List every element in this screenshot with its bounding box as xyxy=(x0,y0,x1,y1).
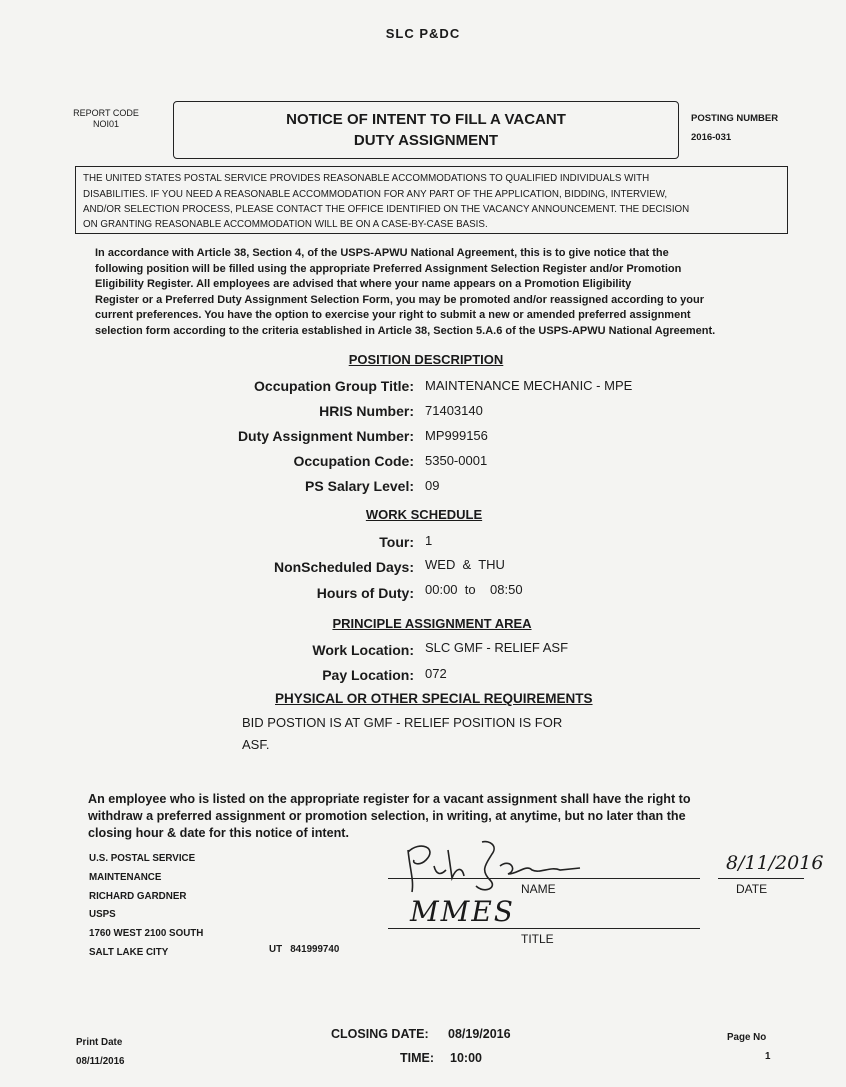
intro-line-6: selection form according to the criteria established in Article 38, Section 5.A.6 of the USPS-APWU National Agreement. xyxy=(95,324,716,337)
tour-label: Tour: xyxy=(379,534,414,550)
address-line-6: SALT LAKE CITY xyxy=(89,946,169,958)
address-line-3: RICHARD GARDNER xyxy=(89,890,187,902)
position-description-heading: POSITION DESCRIPTION xyxy=(348,352,504,367)
work-location-label: Work Location: xyxy=(312,642,414,658)
handwritten-title: MMES xyxy=(410,895,515,928)
name-label: NAME xyxy=(521,882,556,896)
title-line xyxy=(388,928,700,929)
pay-location-value: 072 xyxy=(425,666,447,681)
posting-number-value: 2016-031 xyxy=(691,132,732,143)
print-date-value: 08/11/2016 xyxy=(76,1056,125,1067)
page-number-value: 1 xyxy=(765,1051,771,1062)
withdraw-line-2: withdraw a preferred assignment or promotion selection, in writing, at anytime, but no later than the xyxy=(88,809,686,823)
report-code-label: REPORT CODE xyxy=(73,108,139,118)
intro-line-1: In accordance with Article 38, Section 4, of the USPS-APWU National Agreement, this is to give notice that the xyxy=(95,247,669,259)
requirements-heading: PHYSICAL OR OTHER SPECIAL REQUIREMENTS xyxy=(275,691,593,706)
address-line-2: MAINTENANCE xyxy=(89,871,162,883)
work-location-value: SLC GMF - RELIEF ASF xyxy=(425,640,569,655)
requirements-line-1: BID POSTION IS AT GMF - RELIEF POSITION IS FOR xyxy=(242,715,563,730)
work-schedule-heading: WORK SCHEDULE xyxy=(365,507,483,522)
facility-header: SLC P&DC xyxy=(385,26,461,41)
time-label: TIME: xyxy=(400,1051,435,1065)
assignment-area-heading: PRINCIPLE ASSIGNMENT AREA xyxy=(332,616,532,631)
closing-date-value: 08/19/2016 xyxy=(448,1027,511,1041)
pay-location-label: Pay Location: xyxy=(322,667,414,683)
title-line-2: DUTY ASSIGNMENT xyxy=(353,132,499,149)
accommodation-notice xyxy=(75,166,788,234)
withdraw-paragraph xyxy=(88,791,691,842)
intro-line-2: following position will be filled using the appropriate Preferred Assignment Selection Register and/or Promotion xyxy=(95,262,682,275)
withdraw-line-1: An employee who is listed on the appropriate register for a vacant assignment shall have the right to xyxy=(88,792,691,806)
page-number-label: Page No xyxy=(727,1032,767,1043)
tour-value: 1 xyxy=(425,533,433,548)
occupation-code-value: 5350-0001 xyxy=(425,453,488,468)
occupation-code-label: Occupation Code: xyxy=(293,453,414,469)
time-value: 10:00 xyxy=(450,1051,482,1065)
intro-line-3: Eligibility Register. All employees are advised that where your name appears on a Promotion Eligibility xyxy=(95,278,632,291)
handwritten-date: 8/11/2016 xyxy=(726,852,824,874)
intro-paragraph xyxy=(95,246,715,340)
report-code-value: NOI01 xyxy=(92,119,119,129)
date-line xyxy=(718,878,804,879)
hours-of-duty-value: 00:00 to 08:50 xyxy=(425,582,523,597)
address-line-5: 1760 WEST 2100 SOUTH xyxy=(89,928,204,940)
accommodation-line-3: AND/OR SELECTION PROCESS, PLEASE CONTACT THE OFFICE IDENTIFIED ON THE VACANCY ANNOUNCEMENT. THE DECISION xyxy=(83,204,690,215)
title-line-1: NOTICE OF INTENT TO FILL A VACANT xyxy=(286,111,566,128)
salary-level-value: 09 xyxy=(425,478,440,493)
intro-line-4: Register or a Preferred Duty Assignment Selection Form, you may be promoted and/or reassigned according to your xyxy=(95,293,705,306)
name-line xyxy=(388,878,700,879)
duty-assignment-number-value: MP999156 xyxy=(425,428,488,443)
date-label: DATE xyxy=(736,882,768,896)
accommodation-line-2: DISABILITIES. IF YOU NEED A REASONABLE ACCOMMODATION FOR ANY PART OF THE APPLICATION, BIDDING, INTERVIEW, xyxy=(83,189,668,200)
posting-number-label: POSTING NUMBER xyxy=(691,113,779,124)
salary-level-label: PS Salary Level: xyxy=(305,478,414,494)
hris-number-label: HRIS Number: xyxy=(319,403,414,419)
address-line-4: USPS xyxy=(89,909,116,921)
hris-number-value: 71403140 xyxy=(425,403,483,418)
nonscheduled-days-value: WED & THU xyxy=(425,557,505,572)
occupation-group-value: MAINTENANCE MECHANIC - MPE xyxy=(425,378,633,393)
intro-line-5: current preferences. You have the option to exercise your right to submit a new or amended preferred assignment xyxy=(95,309,691,322)
address-line-1: U.S. POSTAL SERVICE xyxy=(89,853,196,864)
requirements-line-2: ASF. xyxy=(242,737,270,752)
title-box xyxy=(173,101,679,159)
title-label: TITLE xyxy=(521,932,554,946)
accommodation-line-1: THE UNITED STATES POSTAL SERVICE PROVIDES REASONABLE ACCOMMODATIONS TO QUALIFIED INDIVIDUALS WITH xyxy=(83,173,650,184)
address-block xyxy=(89,850,203,963)
hours-of-duty-label: Hours of Duty: xyxy=(316,585,414,601)
nonscheduled-days-label: NonScheduled Days: xyxy=(273,559,414,575)
state-zip: UT 841999740 xyxy=(269,944,340,955)
occupation-group-label: Occupation Group Title: xyxy=(254,378,414,394)
print-date-label: Print Date xyxy=(76,1037,123,1048)
accommodation-line-4: ON GRANTING REASONABLE ACCOMMODATION WILL BE ON A CASE-BY-CASE BASIS. xyxy=(83,219,488,230)
duty-assignment-number-label: Duty Assignment Number: xyxy=(237,428,414,444)
withdraw-line-3: closing hour & date for this notice of intent. xyxy=(88,826,349,840)
closing-date-label: CLOSING DATE: xyxy=(331,1027,429,1041)
signature-scribble xyxy=(400,830,590,900)
